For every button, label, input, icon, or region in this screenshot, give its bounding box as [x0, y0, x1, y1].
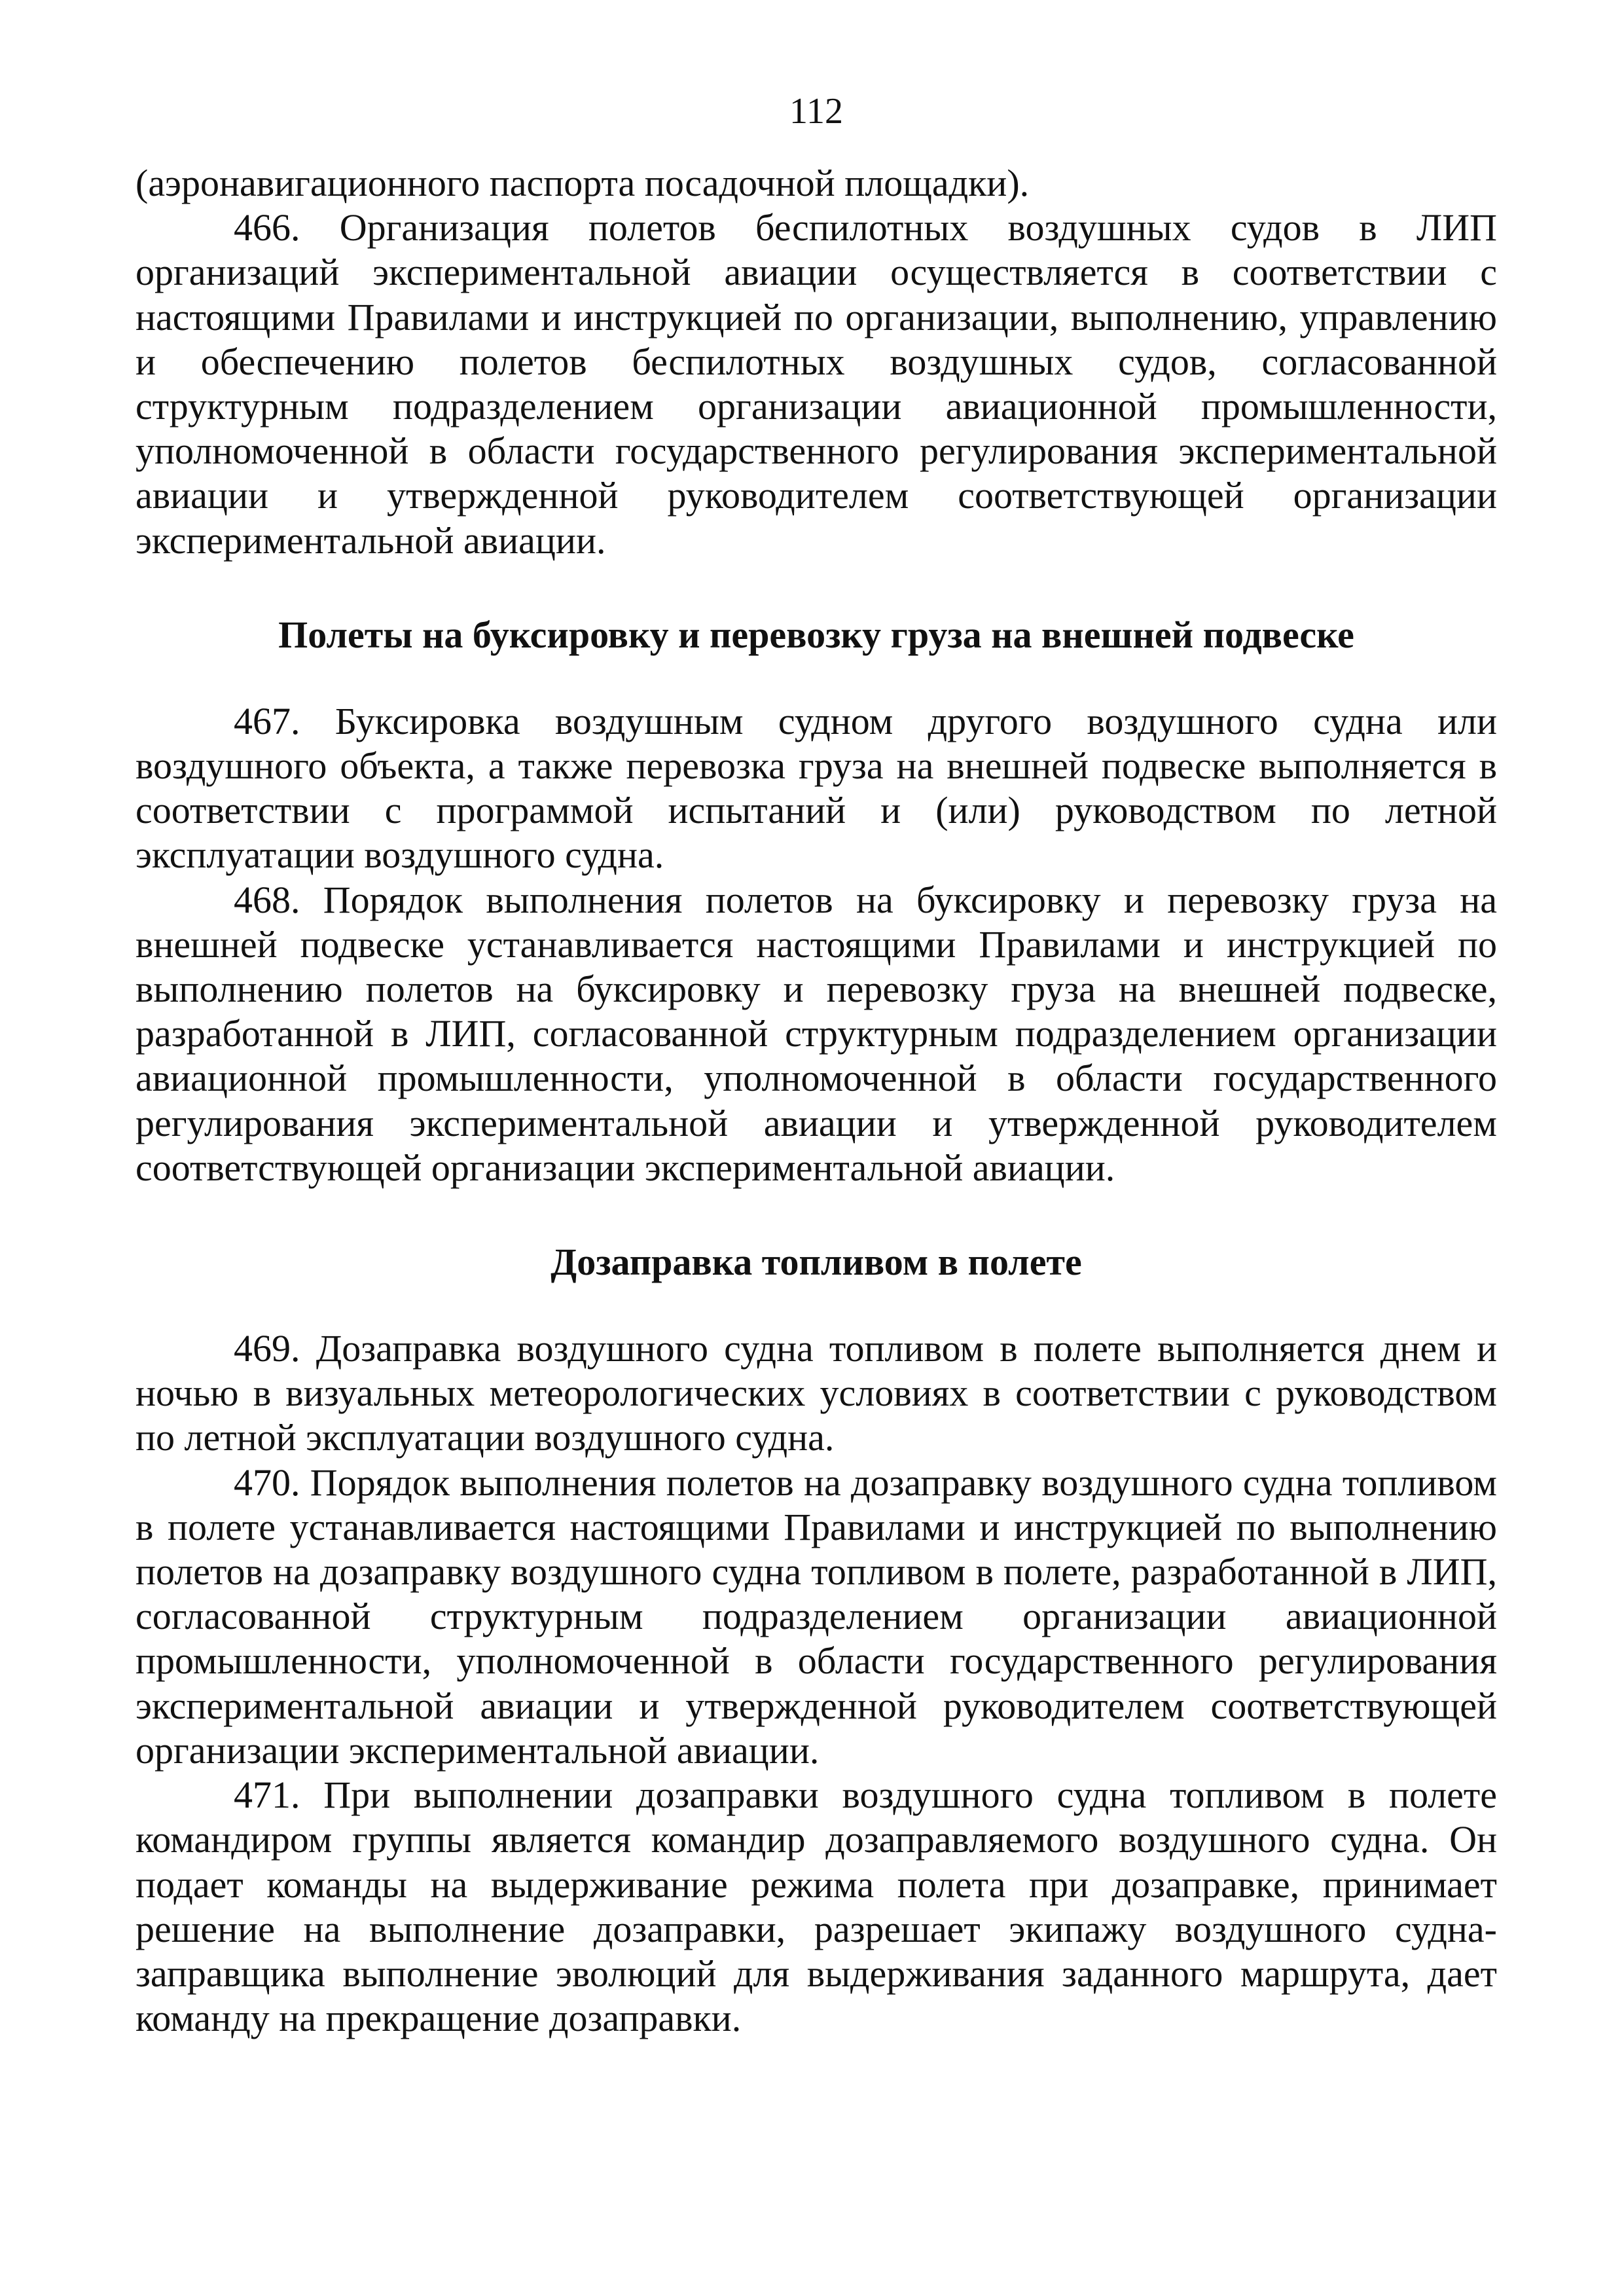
paragraph-471 [135, 1773, 1497, 2041]
section-heading-refueling: Дозаправка топливом в полете [550, 1241, 1082, 1284]
paragraph-number: 467. [234, 699, 300, 742]
paragraph-number: 471. [234, 1774, 300, 1817]
intro-text: (аэронавигационного паспорта посадочной площадки). [135, 162, 1030, 204]
paragraph-number: 469. [234, 1327, 300, 1370]
paragraph-466 [135, 206, 1497, 563]
paragraph-470 [135, 1461, 1497, 1773]
paragraph-467 [135, 699, 1497, 878]
section-heading-towing: Полеты на буксировку и перевозку груза на внешней подвеске [278, 613, 1354, 656]
paragraph-number: 468. [234, 878, 300, 921]
paragraph-text: Организация полетов беспилотных воздушных судов в ЛИП организаций экспериментальной авиации осуществляется в соответствии с настоящими Правилами и инструкцией по организации, выполнению, управлению и обеспечению полетов беспилотных воздушных судов, согласованной структурным подразделением организации авиационной промышленности, уполномоченной в области государственного регулирования экспериментальной авиации и утвержденной руководителем соответствующей организации экспериментальной авиации. [135, 206, 1497, 562]
page-number: 112 [789, 91, 843, 132]
paragraph-text: Порядок выполнения полетов на буксировку и перевозку груза на внешней подвеске устанавливается настоящими Правилами и инструкцией по выполнению полетов на буксировку и перевозку груза на внешней подвеске, разработанной в ЛИП, согласованной структурным подразделением организации авиационной промышленности, уполномоченной в области государственного регулирования экспериментальной авиации и утвержденной руководителем соответствующей организации экспериментальной авиации. [135, 878, 1498, 1189]
paragraph-text: Порядок выполнения полетов на дозаправку воздушного судна топливом в полете устанавливается настоящими Правилами и инструкцией по выполнению полетов на дозаправку воздушного судна топливом в полете, разработанной в ЛИП, согласованной структурным подразделением организации авиационной промышленности, уполномоченной в области государственного регулирования экспериментальной авиации и утвержденной руководителем соответствующей организации экспериментальной авиации. [135, 1461, 1498, 1772]
paragraph-text: Буксировка воздушным судном другого воздушного судна или воздушного объекта, а также перевозка груза на внешней подвеске выполняется в соответствии с программой испытаний и (или) руководством по летной эксплуатации воздушного судна. [135, 699, 1498, 877]
paragraph-number: 466. [234, 206, 300, 249]
paragraph-468 [135, 878, 1497, 1190]
paragraph-number: 470. [234, 1461, 300, 1504]
paragraph-469 [135, 1326, 1497, 1461]
document-page [135, 92, 1497, 2041]
paragraph-text: При выполнении дозаправки воздушного судна топливом в полете командиром группы является командир дозаправляемого воздушного судна. Он подает команды на выдерживание режима полета при дозаправке, принимает решение на выполнение дозаправки, разрешает экипажу воздушного судна-заправщика выполнение эволюций для выдерживания заданного маршрута, дает команду на прекращение дозаправки. [135, 1774, 1498, 2040]
paragraph-text: Дозаправка воздушного судна топливом в полете выполняется днем и ночью в визуальных метеорологических условиях в соответствии с руководством по летной эксплуатации воздушного судна. [135, 1327, 1498, 1459]
